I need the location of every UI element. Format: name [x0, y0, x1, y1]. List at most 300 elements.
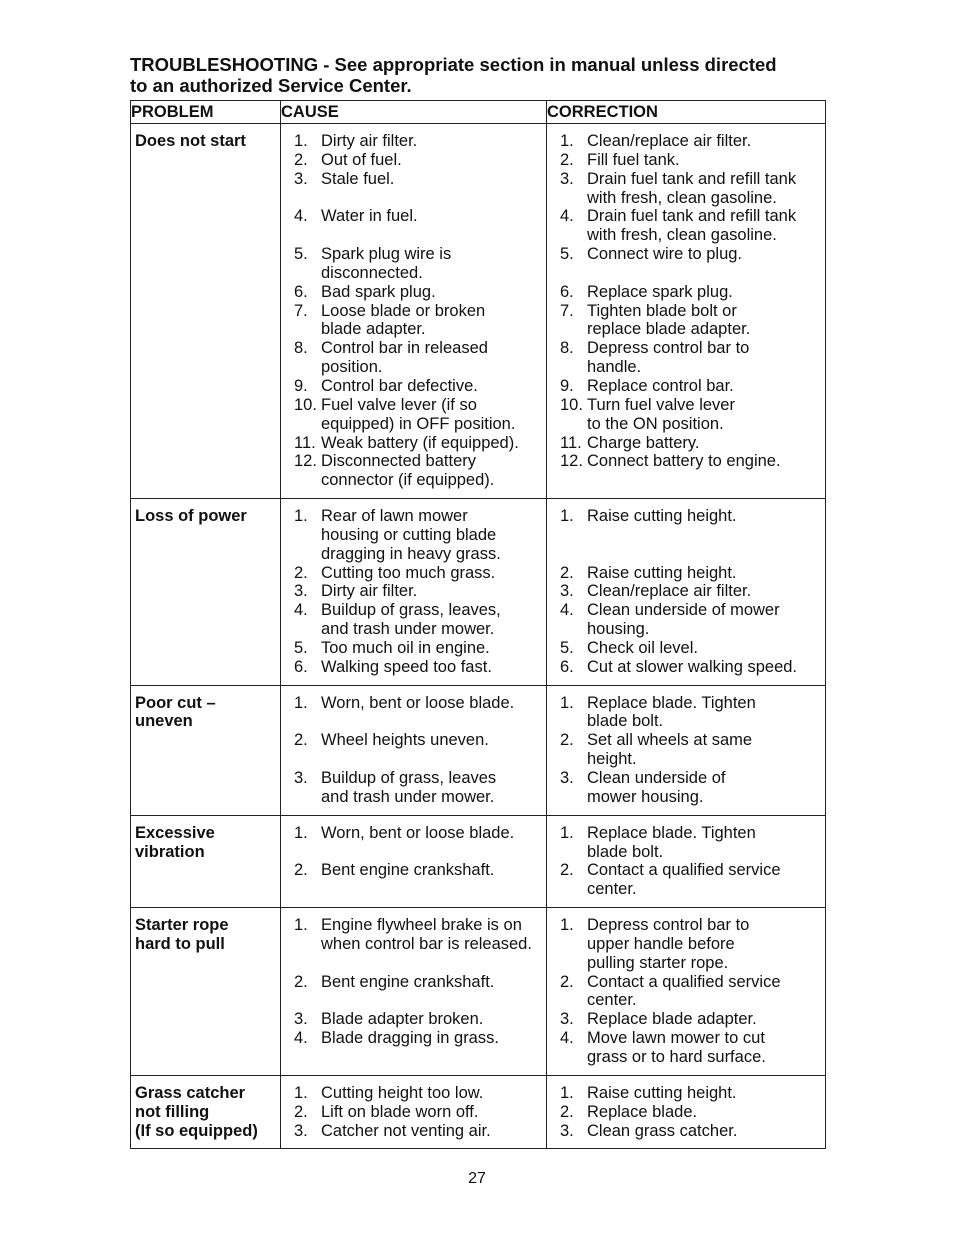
item-line: Bad spark plug.: [321, 282, 436, 301]
correction-cell: [547, 499, 826, 686]
item-number: 2.: [294, 972, 308, 991]
list-item: [294, 916, 544, 973]
item-line: Fuel valve lever (if so: [321, 395, 477, 414]
table-header-row: [131, 101, 826, 124]
item-line: handle.: [587, 358, 642, 377]
list-item: [294, 283, 544, 302]
item-line: Check oil level.: [587, 638, 698, 657]
cause-cell: [281, 908, 547, 1076]
list-item: [560, 1103, 823, 1122]
item-number: 1.: [560, 693, 574, 712]
item-number: 1.: [294, 1083, 308, 1102]
list-item: [294, 434, 544, 453]
list-item: [560, 731, 823, 769]
item-number: 1.: [294, 916, 308, 935]
list-item: [294, 170, 544, 208]
item-number: 2.: [560, 861, 574, 880]
problem-cell: [131, 1075, 281, 1149]
list-item: [294, 861, 544, 880]
item-line: Loose blade or broken: [321, 301, 486, 320]
item-line: with fresh, clean gasoline.: [587, 188, 777, 207]
list-item: [560, 1122, 823, 1141]
cause-cell: [281, 124, 547, 499]
item-text: [587, 1122, 823, 1141]
item-number: 10.: [294, 395, 317, 414]
item-text: [587, 601, 823, 639]
item-line: Depress control bar to: [587, 916, 750, 935]
item-line: Stale fuel.: [321, 169, 395, 188]
cause-list: [294, 132, 544, 490]
item-text: [321, 601, 544, 639]
item-line: Connect battery to engine.: [587, 452, 781, 471]
item-number: 1.: [560, 1083, 574, 1102]
item-text: [587, 658, 823, 677]
item-text: [587, 132, 823, 151]
list-item: [560, 132, 823, 151]
list-item: [560, 245, 823, 283]
item-text: [587, 245, 823, 283]
cause-cell: [281, 685, 547, 815]
item-number: 6.: [560, 282, 574, 301]
item-text: [587, 1103, 823, 1122]
item-number: 3.: [560, 1010, 574, 1029]
item-text: [587, 1029, 823, 1067]
item-line: Worn, bent or loose blade.: [321, 693, 515, 712]
item-text: [587, 1084, 823, 1103]
item-number: 3.: [294, 769, 308, 787]
item-line: mower housing.: [587, 787, 704, 806]
problem-cell: [131, 908, 281, 1076]
item-text: [321, 434, 544, 453]
list-item: [560, 207, 823, 245]
item-number: 9.: [560, 376, 574, 395]
item-number: 9.: [294, 376, 308, 395]
item-line: height.: [587, 750, 637, 769]
item-line: Water in fuel.: [321, 207, 418, 226]
list-item: [294, 302, 544, 340]
item-line: Replace blade. Tighten: [587, 823, 756, 842]
item-number: 3.: [560, 1121, 574, 1140]
problem-label: Loss of power: [135, 507, 247, 526]
list-item: [294, 824, 544, 862]
item-text: [321, 283, 544, 302]
item-line: upper handle before: [587, 934, 735, 953]
item-text: [587, 824, 823, 862]
cause-cell: [281, 1075, 547, 1149]
item-line: Too much oil in engine.: [321, 638, 490, 657]
list-item: [294, 1122, 544, 1141]
list-item: [294, 639, 544, 658]
blank-line: [321, 226, 544, 245]
item-number: 1.: [294, 823, 308, 842]
list-item: [560, 377, 823, 396]
problem-label: (If so equipped): [135, 1121, 258, 1140]
item-line: Clean underside of: [587, 769, 726, 787]
item-number: 4.: [294, 601, 308, 620]
item-number: 2.: [560, 150, 574, 169]
problem-cell: [131, 124, 281, 499]
blank-line: [321, 750, 544, 769]
item-number: 2.: [294, 1102, 308, 1121]
table-row: [131, 499, 826, 686]
item-number: 11.: [560, 433, 582, 452]
problem-label: Poor cut –: [135, 693, 216, 712]
list-item: [560, 824, 823, 862]
problem-label: not filling: [135, 1102, 210, 1121]
item-line: Clean/replace air filter.: [587, 582, 752, 601]
cause-list: [294, 694, 544, 807]
item-text: [321, 582, 544, 601]
item-line: center.: [587, 880, 637, 899]
item-line: Turn fuel valve lever: [587, 395, 735, 414]
item-number: 7.: [560, 301, 574, 320]
blank-line: [321, 712, 544, 731]
item-line: Contact a qualified service: [587, 972, 781, 991]
table-row: [131, 815, 826, 907]
page-title: [130, 54, 830, 96]
list-item: [294, 1103, 544, 1122]
correction-cell: [547, 815, 826, 907]
list-item: [294, 452, 544, 490]
list-item: [560, 973, 823, 1011]
item-line: Clean/replace air filter.: [587, 132, 752, 150]
item-line: Cutting height too low.: [321, 1083, 484, 1102]
item-line: Raise cutting height.: [587, 507, 737, 526]
item-text: [321, 658, 544, 677]
item-line: Drain fuel tank and refill tank: [587, 169, 797, 188]
problem-label: Grass catcher: [135, 1083, 246, 1102]
item-number: 3.: [294, 1010, 308, 1029]
item-line: blade adapter.: [321, 320, 426, 339]
title-line-2: to an authorized Service Center.: [130, 75, 412, 96]
item-line: and trash under mower.: [321, 620, 495, 639]
problem-label: Does not start: [135, 132, 246, 150]
item-number: 1.: [294, 507, 308, 526]
item-text: [321, 151, 544, 170]
cause-list: [294, 824, 544, 881]
list-item: [560, 639, 823, 658]
item-line: Depress control bar to: [587, 339, 750, 358]
item-line: when control bar is released.: [321, 934, 532, 953]
item-text: [587, 973, 823, 1011]
item-line: Replace blade adapter.: [587, 1010, 757, 1029]
item-number: 5.: [294, 638, 308, 657]
correction-list: [560, 132, 823, 471]
item-number: 2.: [294, 150, 308, 169]
item-line: Cutting too much grass.: [321, 563, 496, 582]
list-item: [560, 916, 823, 973]
item-text: [321, 1029, 544, 1048]
item-number: 1.: [560, 916, 574, 935]
correction-list: [560, 1084, 823, 1141]
item-number: 6.: [294, 282, 308, 301]
list-item: [294, 769, 544, 807]
item-text: [587, 694, 823, 732]
item-line: replace blade adapter.: [587, 320, 751, 339]
list-item: [560, 601, 823, 639]
list-item: [560, 151, 823, 170]
item-line: Disconnected battery: [321, 452, 477, 471]
list-item: [294, 377, 544, 396]
item-line: Contact a qualified service: [587, 861, 781, 880]
item-number: 3.: [560, 769, 574, 787]
item-line: Drain fuel tank and refill tank: [587, 207, 797, 226]
item-line: Fill fuel tank.: [587, 150, 680, 169]
correction-cell: [547, 908, 826, 1076]
item-line: Replace blade.: [587, 1102, 698, 1121]
item-number: 12.: [560, 452, 583, 471]
cause-list: [294, 507, 544, 677]
item-line: Rear of lawn mower: [321, 507, 468, 526]
item-text: [321, 207, 544, 245]
correction-cell: [547, 1075, 826, 1149]
item-text: [587, 452, 823, 471]
list-item: [294, 339, 544, 377]
item-number: 2.: [560, 1102, 574, 1121]
item-number: 2.: [560, 731, 574, 750]
item-line: Wheel heights uneven.: [321, 731, 489, 750]
item-number: 6.: [294, 657, 308, 676]
item-number: 2.: [294, 861, 308, 880]
item-line: pulling starter rope.: [587, 953, 729, 972]
item-line: Bent engine crankshaft.: [321, 861, 495, 880]
list-item: [560, 1010, 823, 1029]
item-text: [587, 564, 823, 583]
item-text: [321, 824, 544, 862]
item-text: [321, 339, 544, 377]
item-number: 2.: [560, 563, 574, 582]
list-item: [560, 694, 823, 732]
item-number: 3.: [294, 169, 308, 188]
page-number: 27: [468, 1170, 486, 1187]
title-line-1: TROUBLESHOOTING - See appropriate section in manual unless directed: [130, 54, 777, 75]
item-number: 3.: [294, 582, 308, 601]
problem-cell: [131, 815, 281, 907]
item-text: [321, 564, 544, 583]
item-line: position.: [321, 358, 383, 377]
item-line: Spark plug wire is: [321, 245, 452, 264]
blank-line: [587, 264, 823, 283]
item-line: Worn, bent or loose blade.: [321, 823, 515, 842]
list-item: [294, 973, 544, 1011]
item-line: Clean grass catcher.: [587, 1121, 738, 1140]
list-item: [294, 731, 544, 769]
item-text: [321, 731, 544, 769]
item-number: 1.: [294, 132, 308, 150]
item-text: [587, 339, 823, 377]
item-line: Control bar in released: [321, 339, 488, 358]
item-line: Set all wheels at same: [587, 731, 753, 750]
item-line: Out of fuel.: [321, 150, 402, 169]
item-text: [587, 582, 823, 601]
item-number: 4.: [560, 1029, 574, 1048]
item-line: Blade adapter broken.: [321, 1010, 484, 1029]
item-text: [587, 396, 823, 434]
item-text: [321, 1122, 544, 1141]
item-line: Raise cutting height.: [587, 563, 737, 582]
item-line: with fresh, clean gasoline.: [587, 226, 777, 245]
problem-label: vibration: [135, 842, 205, 861]
list-item: [294, 245, 544, 283]
item-text: [321, 302, 544, 340]
item-line: Catcher not venting air.: [321, 1121, 491, 1140]
item-number: 7.: [294, 301, 308, 320]
item-line: housing or cutting blade: [321, 525, 497, 544]
list-item: [294, 1084, 544, 1103]
item-line: blade bolt.: [587, 712, 664, 731]
item-number: 4.: [294, 207, 308, 226]
item-text: [321, 452, 544, 490]
item-number: 11.: [294, 433, 316, 452]
item-number: 3.: [294, 1121, 308, 1140]
list-item: [294, 151, 544, 170]
item-text: [587, 731, 823, 769]
list-item: [560, 302, 823, 340]
column-header-problem: PROBLEM: [131, 101, 281, 124]
problem-cell: [131, 685, 281, 815]
list-item: [294, 507, 544, 564]
item-text: [321, 377, 544, 396]
item-number: 1.: [560, 132, 574, 150]
item-line: blade bolt.: [587, 842, 664, 861]
cause-cell: [281, 815, 547, 907]
list-item: [560, 1029, 823, 1067]
item-line: Replace spark plug.: [587, 282, 733, 301]
item-text: [321, 694, 544, 732]
item-line: grass or to hard surface.: [587, 1047, 766, 1066]
item-text: [321, 769, 544, 807]
item-number: 1.: [560, 823, 574, 842]
list-item: [294, 1029, 544, 1048]
table-row: [131, 1075, 826, 1149]
list-item: [294, 694, 544, 732]
item-text: [587, 207, 823, 245]
item-text: [321, 973, 544, 1011]
item-number: 5.: [294, 245, 308, 264]
item-text: [587, 507, 823, 564]
list-item: [560, 170, 823, 208]
correction-list: [560, 507, 823, 677]
item-line: Walking speed too fast.: [321, 657, 492, 676]
blank-line: [321, 843, 544, 862]
table-row: [131, 124, 826, 499]
cause-cell: [281, 499, 547, 686]
item-text: [587, 916, 823, 973]
blank-line: [321, 954, 544, 973]
item-line: connector (if equipped).: [321, 471, 495, 490]
item-text: [321, 1103, 544, 1122]
item-line: Control bar defective.: [321, 376, 478, 395]
item-number: 2.: [294, 563, 308, 582]
problem-label: hard to pull: [135, 934, 225, 953]
blank-line: [587, 526, 823, 545]
list-item: [560, 396, 823, 434]
item-line: Lift on blade worn off.: [321, 1102, 479, 1121]
item-text: [321, 170, 544, 208]
table-row: [131, 685, 826, 815]
item-line: Raise cutting height.: [587, 1083, 737, 1102]
item-line: Dirty air filter.: [321, 582, 418, 601]
item-number: 2.: [294, 731, 308, 750]
item-line: equipped) in OFF position.: [321, 414, 516, 433]
item-text: [321, 1084, 544, 1103]
cause-list: [294, 1084, 544, 1141]
item-number: 4.: [560, 601, 574, 620]
list-item: [560, 1084, 823, 1103]
item-number: 3.: [560, 582, 574, 601]
item-line: Move lawn mower to cut: [587, 1029, 765, 1048]
item-text: [587, 170, 823, 208]
item-text: [587, 434, 823, 453]
item-number: 6.: [560, 657, 574, 676]
item-text: [321, 396, 544, 434]
item-text: [587, 861, 823, 899]
problem-label: Starter rope: [135, 916, 229, 935]
list-item: [294, 1010, 544, 1029]
item-line: disconnected.: [321, 263, 423, 282]
list-item: [560, 507, 823, 564]
list-item: [560, 283, 823, 302]
list-item: [560, 339, 823, 377]
correction-list: [560, 824, 823, 899]
item-text: [321, 916, 544, 973]
list-item: [560, 564, 823, 583]
item-text: [321, 1010, 544, 1029]
column-header-cause: CAUSE: [281, 101, 547, 124]
item-text: [587, 151, 823, 170]
list-item: [560, 769, 823, 807]
item-line: Clean underside of mower: [587, 601, 780, 620]
item-text: [587, 639, 823, 658]
column-header-correction: CORRECTION: [547, 101, 826, 124]
item-number: 5.: [560, 245, 574, 264]
item-number: 10.: [560, 395, 583, 414]
item-number: 2.: [560, 972, 574, 991]
item-line: Engine flywheel brake is on: [321, 916, 522, 935]
item-line: Replace blade. Tighten: [587, 693, 756, 712]
item-line: Bent engine crankshaft.: [321, 972, 495, 991]
list-item: [294, 564, 544, 583]
item-line: and trash under mower.: [321, 787, 495, 806]
item-line: to the ON position.: [587, 414, 724, 433]
item-line: Blade dragging in grass.: [321, 1029, 499, 1048]
table-row: [131, 908, 826, 1076]
troubleshooting-table: [130, 100, 826, 1149]
correction-cell: [547, 124, 826, 499]
item-number: 12.: [294, 452, 317, 471]
problem-label: uneven: [135, 712, 193, 731]
list-item: [294, 132, 544, 151]
list-item: [294, 396, 544, 434]
item-line: Replace control bar.: [587, 376, 734, 395]
blank-line: [587, 545, 823, 564]
list-item: [560, 452, 823, 471]
item-line: Dirty air filter.: [321, 132, 418, 150]
list-item: [294, 658, 544, 677]
item-number: 8.: [560, 339, 574, 358]
item-line: Connect wire to plug.: [587, 245, 743, 264]
item-text: [321, 245, 544, 283]
correction-list: [560, 694, 823, 807]
blank-line: [321, 189, 544, 208]
item-number: 1.: [294, 693, 308, 712]
item-line: housing.: [587, 620, 650, 639]
list-item: [560, 658, 823, 677]
item-number: 5.: [560, 638, 574, 657]
correction-cell: [547, 685, 826, 815]
item-number: 1.: [560, 507, 574, 526]
list-item: [560, 861, 823, 899]
